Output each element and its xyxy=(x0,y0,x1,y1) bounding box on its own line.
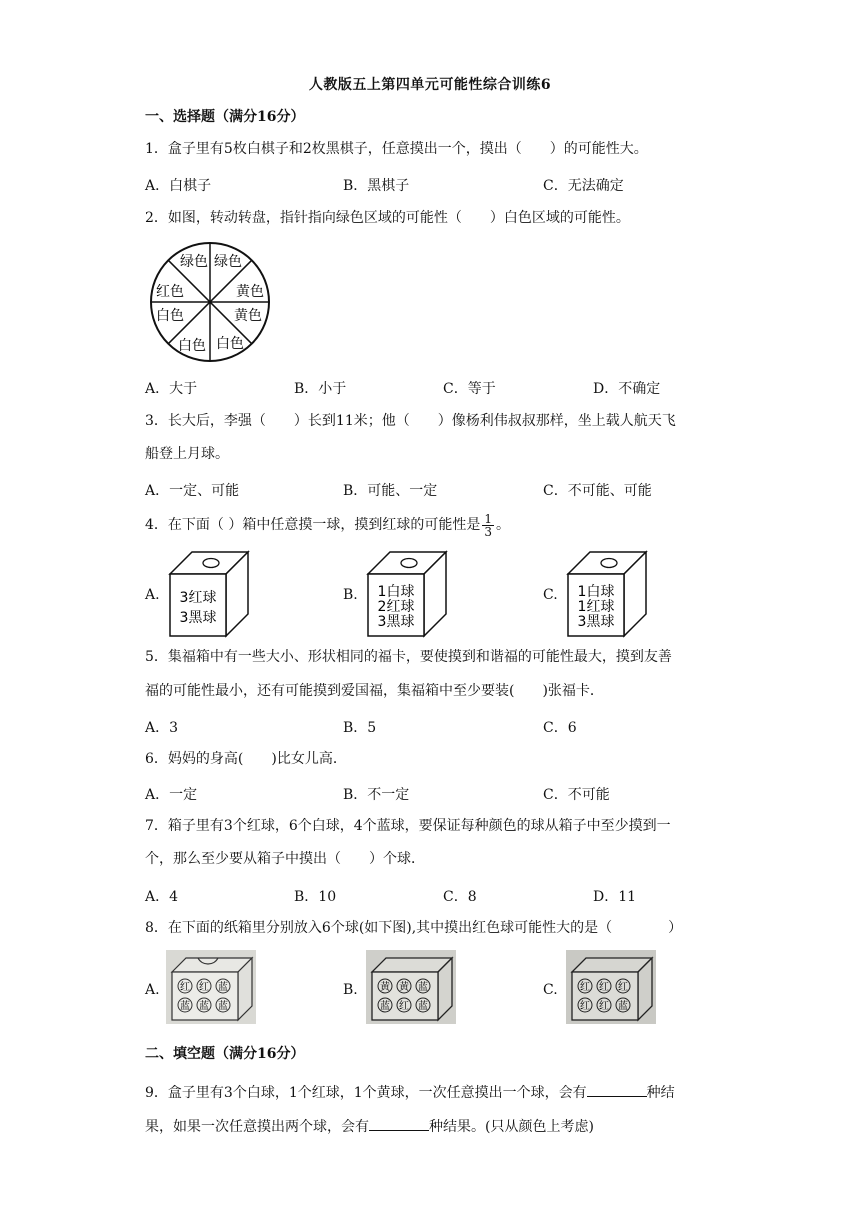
q8-box-b-ball-1: 黄 xyxy=(380,982,390,993)
q4-text: 4．在下面（ ）箱中任意摸一球，摸到红球的可能性是 xyxy=(145,517,481,533)
q9-text-3: 果，如果一次任意摸出两个球，会有 xyxy=(145,1119,369,1135)
q2-option-d[interactable]: D．不确定 xyxy=(593,381,661,397)
question-9-line-2 xyxy=(145,1110,720,1144)
q1-option-a[interactable]: A．白棋子 xyxy=(145,178,212,194)
q8-box-c-ball-5: 红 xyxy=(599,1001,609,1012)
q4-fraction-denominator: 3 xyxy=(484,524,492,539)
q4-box-c-line-2: 1红球 xyxy=(577,599,615,615)
q8-box-a-ball-1: 红 xyxy=(180,982,190,993)
q9-text-2: 种结 xyxy=(646,1085,675,1101)
q6-option-a[interactable]: A．一定 xyxy=(145,787,198,803)
q8-box-b-ball-2: 黄 xyxy=(399,982,409,993)
q8-box-a-ball-5: 蓝 xyxy=(199,1001,209,1012)
wheel-label-6: 白色 xyxy=(178,338,206,354)
q8-option-a-label[interactable]: A. xyxy=(145,982,160,998)
q8-box-a-ball-3: 蓝 xyxy=(218,982,228,993)
q6-option-b[interactable]: B．不一定 xyxy=(343,787,410,803)
q8-option-c-label[interactable]: C. xyxy=(543,982,558,998)
q1-option-b[interactable]: B．黑棋子 xyxy=(343,178,410,194)
q8-box-a-ball-2: 红 xyxy=(199,982,209,993)
q7-option-b[interactable]: B．10 xyxy=(294,889,337,905)
q4-fraction-numerator: 1 xyxy=(484,511,492,526)
q8-box-c-ball-3: 红 xyxy=(618,982,628,993)
q2-option-a[interactable]: A．大于 xyxy=(145,381,198,397)
q3-option-b[interactable]: B．可能、一定 xyxy=(343,483,438,499)
spinner-wheel-figure xyxy=(148,240,272,364)
question-7-line-1: 7．箱子里有3个红球，6个白球，4个蓝球，要保证每种颜色的球从箱子中至少摸到一 xyxy=(145,818,671,834)
q4-box-b-line-1: 1白球 xyxy=(377,584,415,600)
q4-text-end: 。 xyxy=(496,517,510,533)
q7-option-a[interactable]: A．4 xyxy=(145,889,179,905)
q7-option-d[interactable]: D．11 xyxy=(593,889,637,905)
q4-box-b-line-3: 3黑球 xyxy=(377,614,415,630)
q5-option-a[interactable]: A．3 xyxy=(145,720,179,736)
q4-box-c-line-1: 1白球 xyxy=(577,584,615,600)
q8-box-c[interactable] xyxy=(566,950,656,1024)
question-3-line-2: 船登上月球。 xyxy=(145,446,229,462)
q7-option-c[interactable]: C．8 xyxy=(443,889,477,905)
section-heading-choice: 一、选择题（满分16分） xyxy=(145,109,305,125)
question-4 xyxy=(145,508,720,542)
q4-box-a-line-2: 3黑球 xyxy=(179,610,217,626)
q8-box-a[interactable] xyxy=(166,950,256,1024)
question-1: 1．盒子里有5枚白棋子和2枚黑棋子，任意摸出一个，摸出（ ）的可能性大。 xyxy=(145,141,648,157)
q8-box-c-ball-1: 红 xyxy=(580,982,590,993)
q8-box-b-ball-4: 蓝 xyxy=(380,1001,390,1012)
q9-blank-1[interactable] xyxy=(587,1084,647,1097)
q9-blank-2[interactable] xyxy=(369,1118,429,1131)
q4-box-a[interactable] xyxy=(168,550,250,638)
q8-box-b-ball-6: 蓝 xyxy=(418,1001,428,1012)
q3-option-c[interactable]: C．不可能、可能 xyxy=(543,483,652,499)
question-3-line-1: 3．长大后，李强（ ）长到11米；他（ ）像杨利伟叔叔那样，坐上载人航天飞 xyxy=(145,413,676,429)
q5-option-b[interactable]: B．5 xyxy=(343,720,377,736)
q4-option-a-label[interactable]: A. xyxy=(145,587,160,603)
q4-option-c-label[interactable]: C. xyxy=(543,587,558,603)
q4-box-c[interactable] xyxy=(566,550,648,638)
q8-box-b-ball-5: 红 xyxy=(399,1001,409,1012)
q1-option-c[interactable]: C．无法确定 xyxy=(543,178,624,194)
q6-option-c[interactable]: C．不可能 xyxy=(543,787,610,803)
wheel-label-7: 白色 xyxy=(156,308,184,324)
q9-text-4: 种结果。(只从颜色上考虑) xyxy=(429,1119,594,1135)
question-9-line-1 xyxy=(145,1076,720,1110)
question-2: 2．如图，转动转盘，指针指向绿色区域的可能性（ ）白色区域的可能性。 xyxy=(145,210,630,226)
question-5-line-2: 福的可能性最小，还有可能摸到爱国福，集福箱中至少要装( )张福卡． xyxy=(145,683,604,699)
q2-option-c[interactable]: C．等于 xyxy=(443,381,496,397)
q4-option-b-label[interactable]: B. xyxy=(343,587,358,603)
q3-option-a[interactable]: A．一定、可能 xyxy=(145,483,240,499)
q4-fraction xyxy=(482,513,494,538)
q5-option-c[interactable]: C．6 xyxy=(543,720,577,736)
q8-box-c-ball-6: 蓝 xyxy=(618,1001,628,1012)
q8-box-c-ball-2: 红 xyxy=(599,982,609,993)
q8-box-b-ball-3: 蓝 xyxy=(418,982,428,993)
question-7-line-2: 个，那么至少要从箱子中摸出（ ）个球． xyxy=(145,851,425,867)
q4-box-b[interactable] xyxy=(366,550,448,638)
q4-box-b-line-2: 2红球 xyxy=(377,599,415,615)
q2-option-b[interactable]: B．小于 xyxy=(294,381,347,397)
q9-text-1: 9．盒子里有3个白球，1个红球，1个黄球，一次任意摸出一个球，会有 xyxy=(145,1085,587,1101)
section-heading-fill-in: 二、填空题（满分16分） xyxy=(145,1046,305,1062)
wheel-label-1: 绿色 xyxy=(180,254,208,270)
wheel-label-8: 红色 xyxy=(156,284,184,300)
question-5-line-1: 5．集福箱中有一些大小、形状相同的福卡，要使摸到和谐福的可能性最大，摸到友善 xyxy=(145,649,672,665)
q8-box-c-ball-4: 红 xyxy=(580,1001,590,1012)
wheel-label-3: 黄色 xyxy=(236,284,264,300)
page-title: 人教版五上第四单元可能性综合训练6 xyxy=(308,77,552,93)
wheel-label-4: 黄色 xyxy=(234,308,262,324)
q8-box-b[interactable] xyxy=(366,950,456,1024)
question-8: 8．在下面的纸箱里分别放入6个球(如下图),其中摸出红色球可能性大的是（ ） xyxy=(145,920,683,936)
question-6: 6．妈妈的身高( )比女儿高． xyxy=(145,751,347,767)
q4-box-c-line-3: 3黑球 xyxy=(577,614,615,630)
wheel-label-2: 绿色 xyxy=(214,254,242,270)
q8-option-b-label[interactable]: B. xyxy=(343,982,358,998)
q8-box-a-ball-4: 蓝 xyxy=(180,1001,190,1012)
wheel-label-5: 白色 xyxy=(216,336,244,352)
q8-box-a-ball-6: 蓝 xyxy=(218,1001,228,1012)
q4-box-a-line-1: 3红球 xyxy=(179,590,217,606)
